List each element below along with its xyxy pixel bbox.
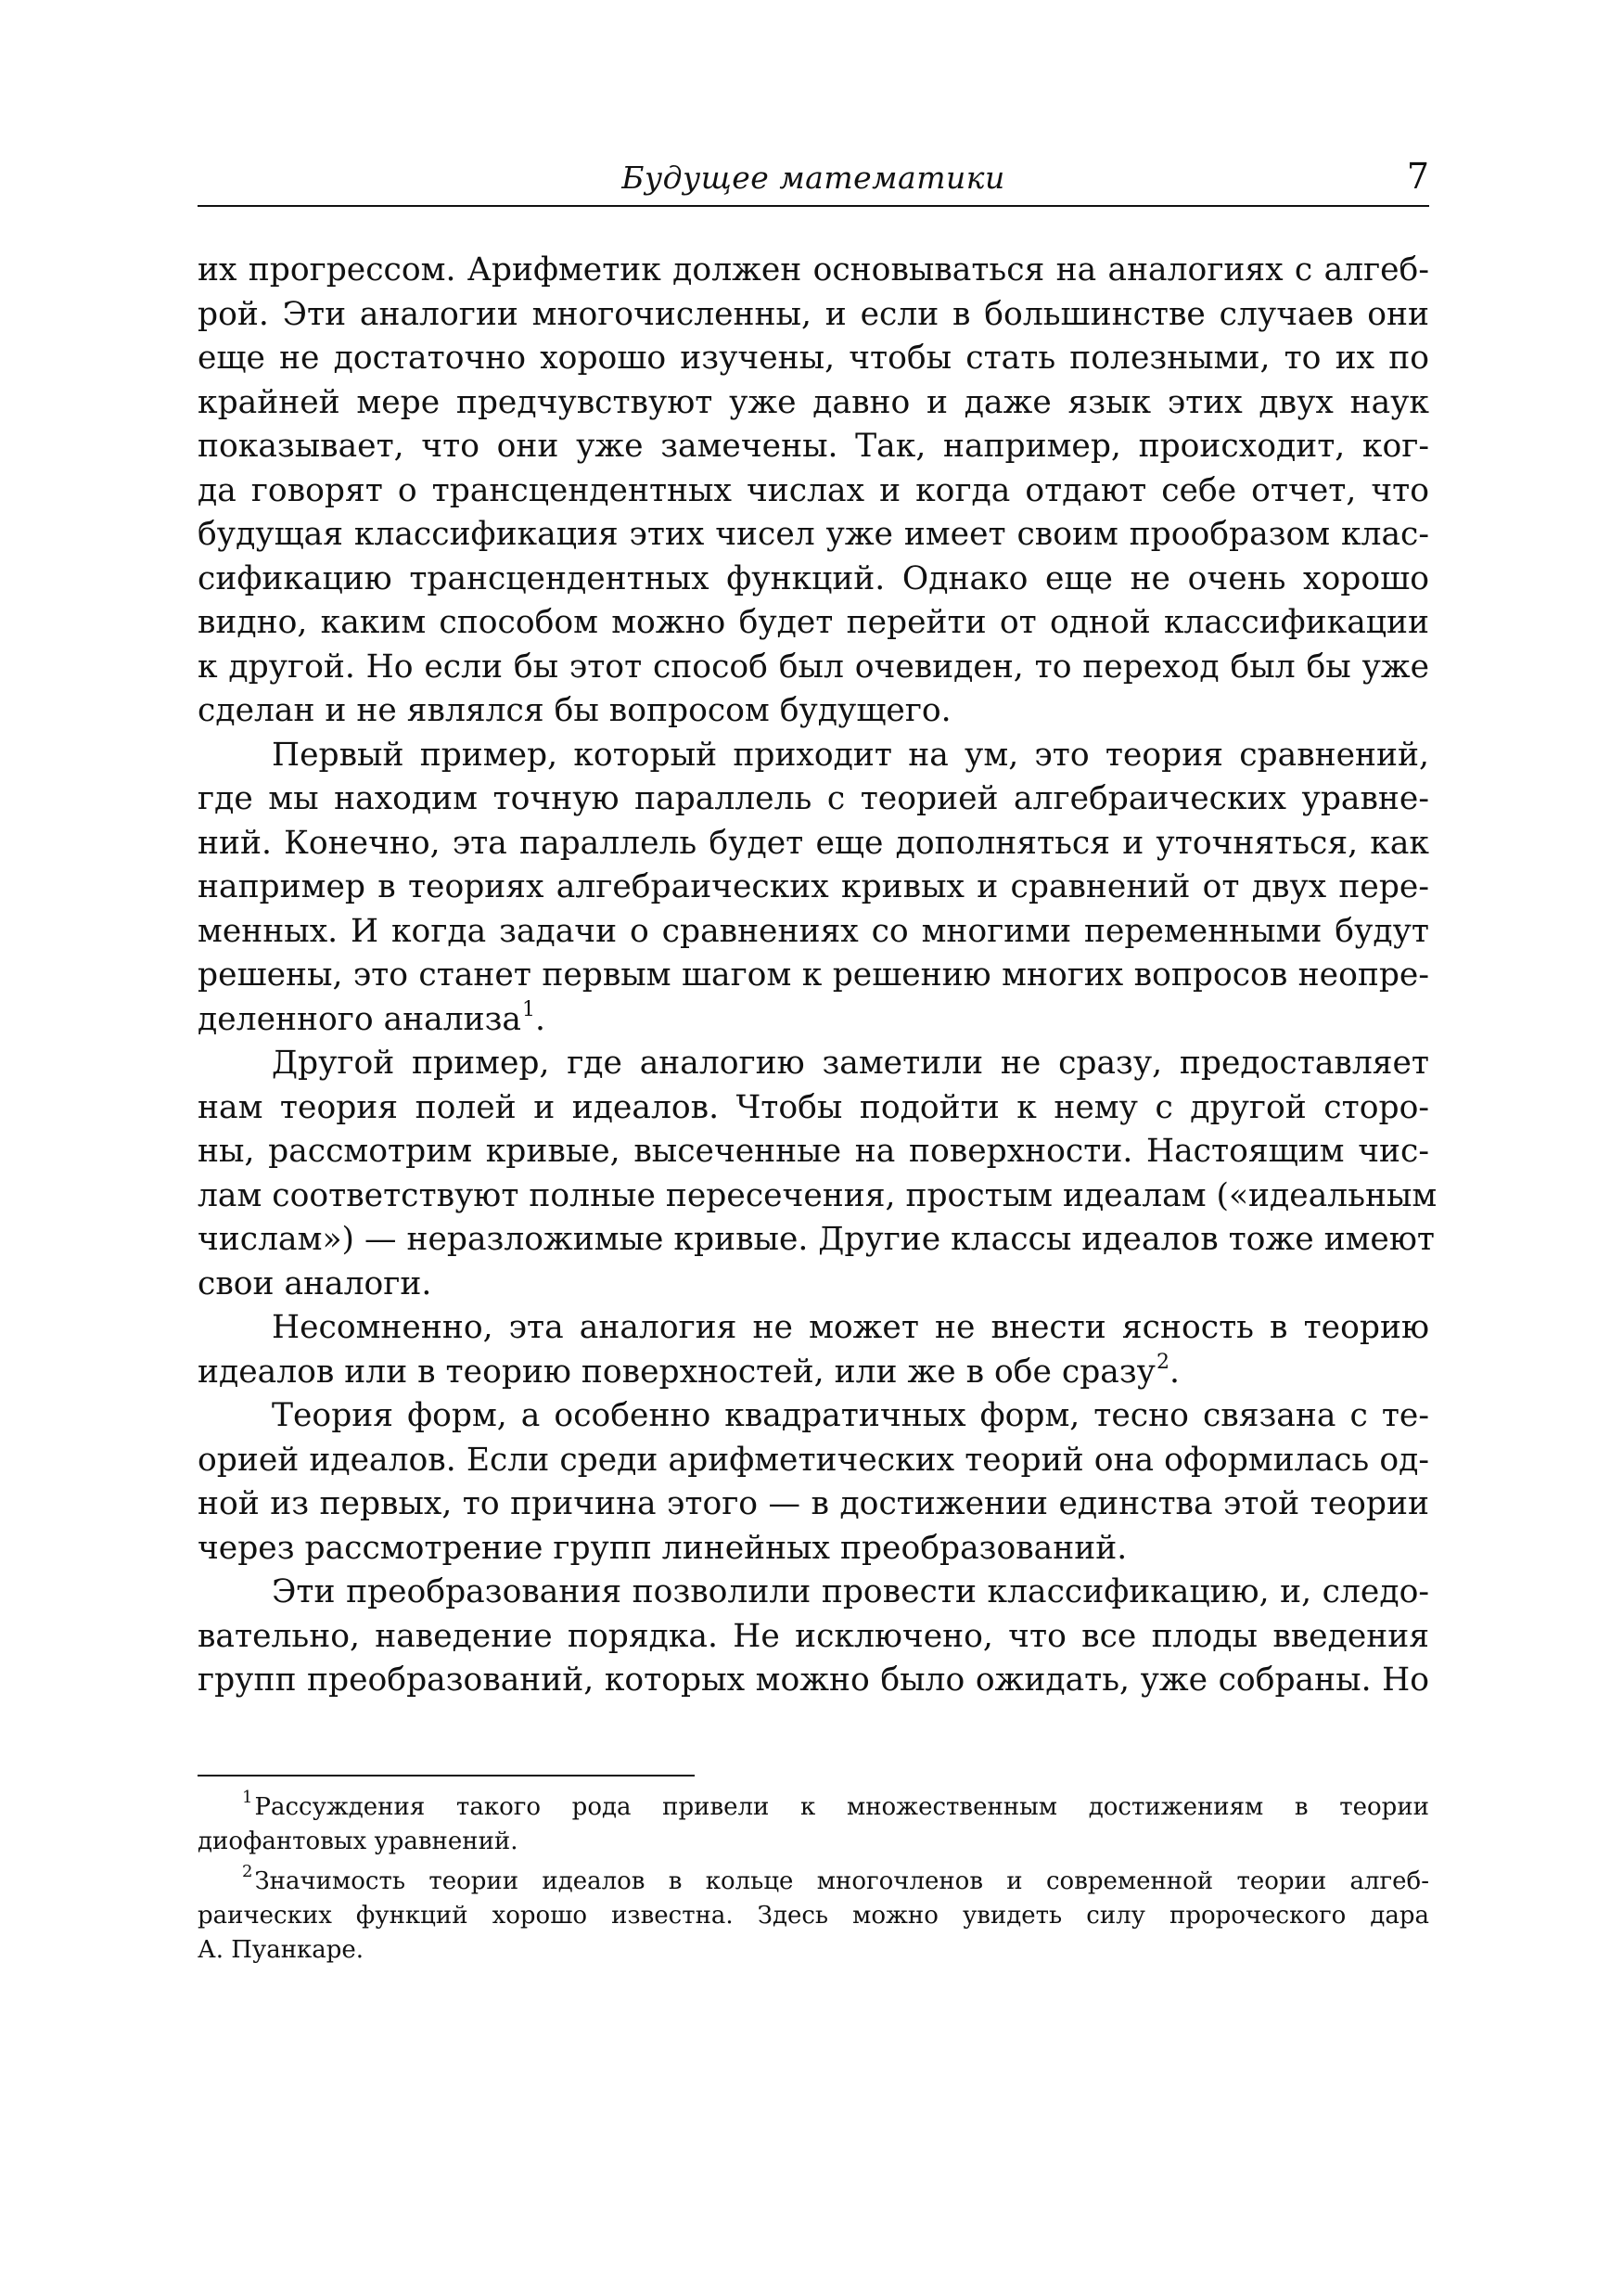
text-line: еще не достаточно хорошо изучены, чтобы стать полезными, то их по bbox=[198, 340, 1429, 377]
text-line: рой. Эти аналогии многочисленны, и если в большинстве случаев они bbox=[198, 295, 1429, 333]
ref-trailing: . bbox=[535, 1000, 545, 1038]
text-line: где мы находим точную параллель с теорией алгебраических уравне- bbox=[198, 780, 1429, 817]
book-page bbox=[198, 0, 1438, 2296]
footnotes bbox=[198, 1790, 1429, 1968]
text-line: да говорят о трансцендентных числах и когда отдают себе отчет, что bbox=[198, 471, 1429, 509]
text-line: сделан и не являлся бы вопросом будущего. bbox=[198, 692, 952, 729]
body-text bbox=[198, 249, 1438, 1703]
footnote-1-mark: 1 bbox=[242, 1788, 253, 1808]
text-line: орией идеалов. Если среди арифметических теорий она оформилась од- bbox=[198, 1441, 1429, 1479]
text-line: Другой пример, где аналогию заметили не сразу, предоставляет bbox=[272, 1045, 1429, 1082]
running-title: Будущее математики bbox=[621, 160, 1005, 196]
text-line: ны, рассмотрим кривые, высеченные на поверхности. Настоящим чис- bbox=[198, 1133, 1429, 1170]
text-line-with-ref bbox=[198, 998, 1429, 1043]
text-line: Эти преобразования позволили провести классификацию, и, следо- bbox=[272, 1573, 1429, 1610]
text-line: Теория форм, а особенно квадратичных форм, тесно связана с те- bbox=[272, 1397, 1429, 1434]
footnote-text: Значимость теории идеалов в кольце многочленов и современной теории алгеб- bbox=[254, 1867, 1429, 1895]
footnote-text: Рассуждения такого рода привели к множественным достижениям в теории bbox=[254, 1793, 1429, 1821]
ref-trailing: . bbox=[1169, 1353, 1180, 1391]
text-line: ной из первых, то причина этого — в достижении единства этой теории bbox=[198, 1485, 1429, 1522]
page-number: 7 bbox=[1406, 156, 1429, 197]
text-line: ний. Конечно, эта параллель будет еще дополняться и уточняться, как bbox=[198, 824, 1429, 862]
footnote-2 bbox=[198, 1862, 1429, 1899]
text-line: числам») — неразложимые кривые. Другие классы идеалов тоже имеют bbox=[198, 1221, 1435, 1258]
text-line: через рассмотрение групп линейных преобразований. bbox=[198, 1529, 1128, 1567]
text-line-with-ref bbox=[198, 1351, 1429, 1395]
text-line: сификацию трансцендентных функций. Однако еще не очень хорошо bbox=[198, 559, 1429, 597]
text-line: групп преобразований, которых можно было ожидать, уже собраны. Но bbox=[198, 1661, 1429, 1699]
text-line: к другой. Но если бы этот способ был очевиден, то переход был бы уже bbox=[198, 648, 1429, 686]
page-header bbox=[198, 154, 1429, 206]
text-line: решены, это станет первым шагом к решению многих вопросов неопре- bbox=[198, 956, 1429, 994]
text-line: например в теориях алгебраических кривых и сравнений от двух пере- bbox=[198, 868, 1429, 905]
text-line: будущая классификация этих чисел уже имеет своим прообразом клас- bbox=[198, 516, 1429, 553]
header-rule bbox=[198, 205, 1429, 207]
text-line: их прогрессом. Арифметик должен основываться на аналогиях с алгеб- bbox=[198, 251, 1429, 289]
text-line: вательно, наведение порядка. Не исключено, что все плоды введения bbox=[198, 1617, 1429, 1655]
footnote-text: А. Пуанкаре. bbox=[198, 1936, 364, 1964]
text-line: лам соответствуют полные пересечения, простым идеалам («идеальным bbox=[198, 1176, 1438, 1214]
footnote-ref-1[interactable]: 1 bbox=[522, 998, 535, 1021]
text-line: Несомненно, эта аналогия не может не внести ясность в теорию bbox=[272, 1309, 1429, 1346]
text-line: видно, каким способом можно будет перейти от одной классификации bbox=[198, 604, 1429, 641]
text-line-content: идеалов или в теорию поверхностей, или же в обе сразу bbox=[198, 1353, 1156, 1391]
footnote-text: раических функций хорошо известна. Здесь можно увидеть силу пророческого дара bbox=[198, 1902, 1429, 1930]
footnote-1 bbox=[198, 1790, 1429, 1825]
footnote-rule bbox=[198, 1775, 695, 1777]
text-line: нам теория полей и идеалов. Чтобы подойти к нему с другой сторо- bbox=[198, 1088, 1429, 1126]
footnote-2-mark: 2 bbox=[242, 1862, 253, 1882]
text-line: менных. И когда задачи о сравнениях со многими переменными будут bbox=[198, 912, 1429, 950]
text-line: показывает, что они уже замечены. Так, например, происходит, ког- bbox=[198, 428, 1429, 465]
footnote-text: диофантовых уравнений. bbox=[198, 1828, 518, 1855]
text-line-content: деленного анализа bbox=[198, 1000, 521, 1038]
text-line: свои аналоги. bbox=[198, 1264, 432, 1302]
text-line: крайней мере предчувствуют уже давно и даже язык этих двух наук bbox=[198, 383, 1429, 421]
footnote-ref-2[interactable]: 2 bbox=[1156, 1351, 1169, 1374]
text-line: Первый пример, который приходит на ум, это теория сравнений, bbox=[272, 736, 1429, 774]
